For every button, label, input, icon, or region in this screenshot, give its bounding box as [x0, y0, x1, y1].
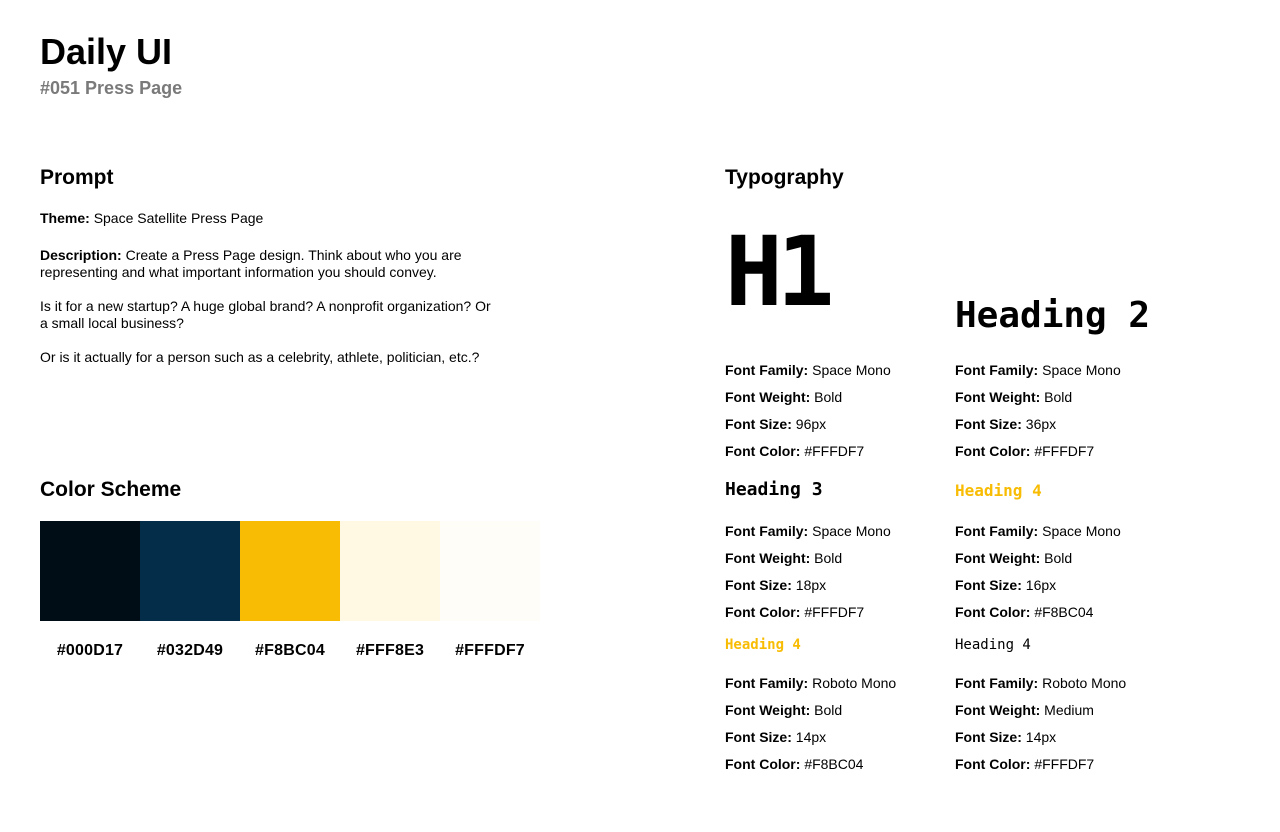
spec-font-color: Font Color: #FFFDF7 — [955, 443, 1095, 459]
color-item — [140, 521, 240, 661]
spec-font-weight: Font Weight: Bold — [955, 389, 1073, 405]
color-item — [240, 521, 340, 661]
spec-font-family: Font Family: Space Mono — [955, 523, 1121, 539]
prompt-paragraph-3: Or is it actually for a person such as a celebrity, athlete, politician, etc.? — [40, 349, 480, 365]
h1-specs — [725, 362, 945, 470]
h4-sample-roboto-mono-bold: Heading 4 — [725, 637, 801, 653]
spec-font-color: Font Color: #FFFDF7 — [725, 443, 865, 459]
color-item — [440, 521, 540, 661]
h3-specs — [725, 523, 945, 631]
spec-font-color: Font Color: #FFFDF7 — [725, 604, 865, 620]
color-swatch — [140, 521, 240, 621]
prompt-description — [40, 247, 500, 281]
spec-font-family: Font Family: Space Mono — [725, 362, 891, 378]
prompt-paragraph-2: Is it for a new startup? A huge global brand? A nonprofit organization? Or a small local business? — [40, 298, 491, 331]
h1-sample: H1 — [725, 216, 829, 328]
color-swatch — [240, 521, 340, 621]
spec-font-family: Font Family: Roboto Mono — [955, 675, 1127, 691]
spec-font-weight: Font Weight: Bold — [955, 550, 1073, 566]
color-item — [340, 521, 440, 661]
theme-value: Space Satellite Press Page — [93, 210, 264, 226]
color-hex-label: #032D49 — [156, 642, 224, 659]
h2-specs — [955, 362, 1175, 470]
spec-font-color: Font Color: #FFFDF7 — [955, 756, 1095, 772]
color-scheme-heading: Color Scheme — [40, 478, 182, 501]
prompt-theme — [40, 210, 500, 227]
spec-font-family: Font Family: Space Mono — [725, 523, 891, 539]
page-title: Daily UI — [40, 31, 173, 72]
color-swatch — [40, 521, 140, 621]
h4-sample-space-mono: Heading 4 — [955, 481, 1042, 500]
spec-font-color: Font Color: #F8BC04 — [725, 756, 864, 772]
prompt-heading: Prompt — [40, 166, 114, 189]
spec-font-size: Font Size: 14px — [725, 729, 827, 745]
spec-font-size: Font Size: 18px — [725, 577, 827, 593]
h4-sample-roboto-mono-medium: Heading 4 — [955, 637, 1031, 653]
h2-sample: Heading 2 — [955, 295, 1151, 336]
description-label: Description: — [40, 247, 122, 263]
spec-font-weight: Font Weight: Bold — [725, 389, 843, 405]
page-subtitle: #051 Press Page — [40, 78, 183, 98]
theme-label: Theme: — [40, 210, 90, 226]
h3-sample: Heading 3 — [725, 479, 823, 500]
typography-heading: Typography — [725, 166, 844, 189]
color-hex-label: #000D17 — [56, 642, 124, 659]
spec-font-weight: Font Weight: Bold — [725, 550, 843, 566]
spec-font-color: Font Color: #F8BC04 — [955, 604, 1094, 620]
h4-roboto-mono-bold-specs — [725, 675, 945, 783]
spec-font-size: Font Size: 14px — [955, 729, 1057, 745]
spec-font-family: Font Family: Roboto Mono — [725, 675, 897, 691]
color-hex-label: #FFF8E3 — [355, 642, 425, 659]
spec-font-family: Font Family: Space Mono — [955, 362, 1121, 378]
color-hex-label: #FFFDF7 — [455, 642, 525, 659]
color-hex-label: #F8BC04 — [255, 642, 325, 659]
spec-font-weight: Font Weight: Medium — [955, 702, 1094, 718]
h4-space-mono-specs — [955, 523, 1175, 631]
color-swatch — [440, 521, 540, 621]
h4-roboto-mono-medium-specs — [955, 675, 1175, 783]
spec-font-size: Font Size: 96px — [725, 416, 827, 432]
spec-font-size: Font Size: 36px — [955, 416, 1057, 432]
spec-font-weight: Font Weight: Bold — [725, 702, 843, 718]
description-value: Create a Press Page design. Think about who you are representing and what important information you should convey. — [40, 247, 462, 280]
color-swatches — [40, 521, 540, 661]
spec-font-size: Font Size: 16px — [955, 577, 1057, 593]
color-item — [40, 521, 140, 661]
color-swatch — [340, 521, 440, 621]
